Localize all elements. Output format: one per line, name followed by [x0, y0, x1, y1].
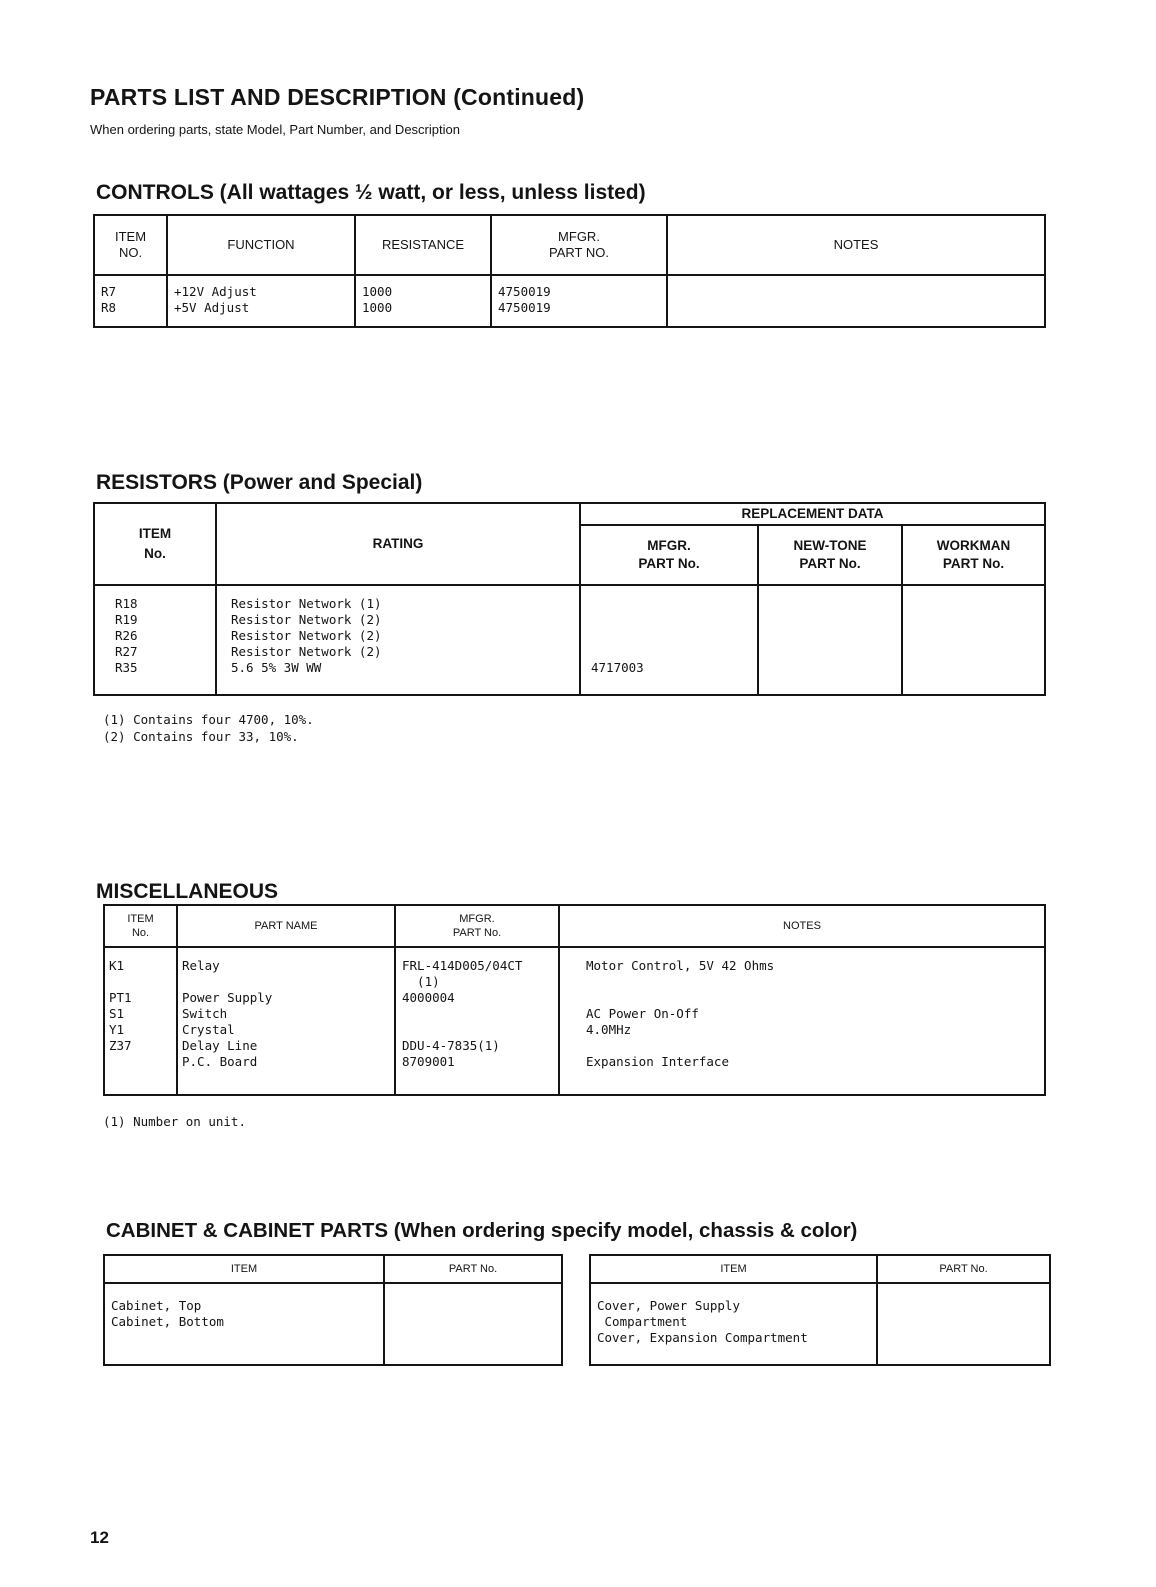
controls-section-title: CONTROLS (All wattages ½ watt, or less, unless listed)	[96, 181, 646, 204]
controls-header-notes: NOTES	[667, 215, 1045, 275]
resistors-header-rating: RATING	[216, 503, 580, 585]
resistors-newtone-cell	[758, 585, 902, 695]
resistors-footnote-1: (1) Contains four 4700, 10%.	[103, 712, 314, 727]
controls-table	[93, 214, 1046, 328]
controls-header-mfgr: MFGR. PART NO.	[491, 215, 667, 275]
controls-item-cell: R7 R8	[94, 275, 167, 327]
misc-mfgr-cell: FRL-414D005/04CT (1) 4000004 DDU-4-7835(1) 8709001	[395, 947, 559, 1095]
cabinet-left-item-cell: Cabinet, Top Cabinet, Bottom	[104, 1283, 384, 1365]
cabinet-left-header-item: ITEM	[104, 1255, 384, 1283]
controls-resistance-cell: 1000 1000	[355, 275, 491, 327]
cabinet-left-table	[103, 1254, 563, 1366]
controls-header-resistance: RESISTANCE	[355, 215, 491, 275]
page-subtitle: When ordering parts, state Model, Part Number, and Description	[90, 122, 460, 137]
misc-footnote: (1) Number on unit.	[103, 1114, 246, 1129]
controls-function-cell: +12V Adjust +5V Adjust	[167, 275, 355, 327]
resistors-header-mfgr: MFGR. PART No.	[580, 525, 758, 585]
cabinet-right-header-item: ITEM	[590, 1255, 877, 1283]
misc-header-part-name: PART NAME	[177, 905, 395, 947]
controls-header-item: ITEM NO.	[94, 215, 167, 275]
controls-mfgr-cell: 4750019 4750019	[491, 275, 667, 327]
misc-table	[103, 904, 1046, 1096]
misc-header-notes: NOTES	[559, 905, 1045, 947]
page-title: PARTS LIST AND DESCRIPTION (Continued)	[90, 84, 585, 110]
resistors-header-item: ITEM No.	[94, 503, 216, 585]
resistors-workman-cell	[902, 585, 1045, 695]
resistors-rating-cell: Resistor Network (1) Resistor Network (2) Resistor Network (2) Resistor Network (2) 5.6 5% 3W WW	[216, 585, 580, 695]
misc-item-cell: K1 PT1 S1 Y1 Z37	[104, 947, 177, 1095]
misc-header-item: ITEM No.	[104, 905, 177, 947]
misc-header-mfgr: MFGR. PART No.	[395, 905, 559, 947]
cabinet-left-header-part: PART No.	[384, 1255, 562, 1283]
misc-part-name-cell: Relay Power Supply Switch Crystal Delay Line P.C. Board	[177, 947, 395, 1095]
cabinet-right-table	[589, 1254, 1051, 1366]
controls-notes-cell	[667, 275, 1045, 327]
controls-header-function: FUNCTION	[167, 215, 355, 275]
misc-section-title: MISCELLANEOUS	[96, 880, 279, 903]
resistors-header-newtone: NEW-TONE PART No.	[758, 525, 902, 585]
resistors-mfgr-cell: 4717003	[580, 585, 758, 695]
resistors-table	[93, 502, 1046, 696]
cabinet-right-item-cell: Cover, Power Supply Compartment Cover, Expansion Compartment	[590, 1283, 877, 1365]
cabinet-right-part-cell	[877, 1283, 1050, 1365]
misc-notes-cell: Motor Control, 5V 42 Ohms AC Power On-Off 4.0MHz Expansion Interface	[559, 947, 1045, 1095]
cabinet-section-title: CABINET & CABINET PARTS (When ordering specify model, chassis & color)	[106, 1219, 858, 1242]
page-number: 12	[90, 1528, 109, 1547]
resistors-section-title: RESISTORS (Power and Special)	[96, 471, 423, 494]
resistors-header-replacement: REPLACEMENT DATA	[580, 503, 1045, 525]
cabinet-right-header-part: PART No.	[877, 1255, 1050, 1283]
resistors-header-workman: WORKMAN PART No.	[902, 525, 1045, 585]
resistors-footnote-2: (2) Contains four 33, 10%.	[103, 729, 299, 744]
resistors-item-cell: R18 R19 R26 R27 R35	[94, 585, 216, 695]
cabinet-left-part-cell	[384, 1283, 562, 1365]
